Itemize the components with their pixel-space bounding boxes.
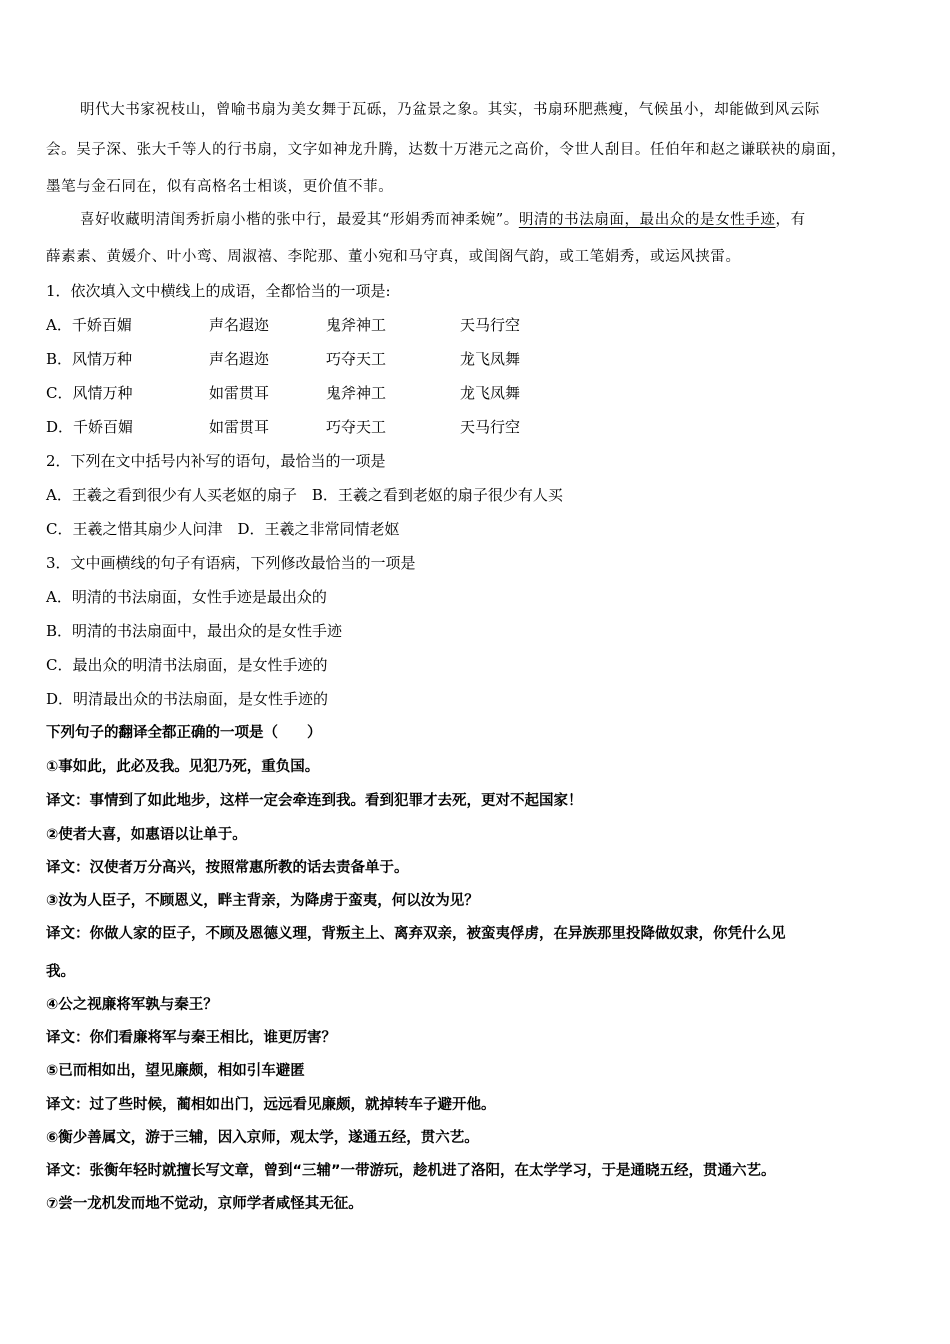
q1-option-d: D．千娇百媚 (46, 418, 134, 436)
q4-sentence-6: ⑥衡少善属文，游于三辅，因入京师，观太学，遂通五经，贯六艺。 (46, 1130, 479, 1146)
q1-option-d-col2: 如雷贯耳 (209, 418, 270, 436)
q1-option-b: B．风情万种 (46, 350, 133, 368)
q4-sentence-5: ⑤已而相如出，望见廉颇，相如引车避匿 (46, 1063, 305, 1079)
q1-option-a-col3: 鬼斧神工 (326, 316, 387, 334)
passage-p1-line3: 墨笔与金石同在，似有高格名士相谈，更价值不菲。 (46, 179, 394, 195)
q1-option-a-col2: 声名遐迩 (209, 316, 270, 334)
q1-stem: 1．依次填入文中横线上的成语，全都恰当的一项是: (46, 282, 391, 300)
q4-translation-3-line1: 译文：你做人家的臣子，不顾及恩德义理，背叛主上、离弃双亲，被蛮夷俘虏，在异族那里投降做奴隶，你凭什么见 (46, 926, 786, 942)
passage-p1-line2: 会。吴子深、张大千等人的行书扇，文字如神龙升腾，达数十万港元之高价，令世人刮目。任伯年和赵之谦联袂的扇面， (46, 142, 847, 158)
q1-option-c: C．风情万种 (46, 384, 133, 402)
q1-option-a: A．千娇百媚 (46, 316, 132, 334)
q3-option-d: D．明清最出众的书法扇面，是女性手迹的 (46, 690, 329, 708)
underlined-sentence: 明清的书法扇面，最出众的是女性手迹 (518, 212, 776, 228)
q1-option-d-col3: 巧夺天工 (326, 418, 387, 436)
q4-translation-3-line2: 我。 (46, 964, 75, 980)
q3-option-a: A．明清的书法扇面，女性手迹是最出众的 (46, 588, 327, 606)
q4-sentence-7: ⑦尝一龙机发而地不觉动，京师学者咸怪其无征。 (46, 1196, 363, 1212)
passage-p2-text-a: 喜好收藏明清闺秀折扇小楷的张中行，最爱其“形娟秀而神柔婉”。 (80, 212, 519, 228)
q3-option-b: B．明清的书法扇面中，最出众的是女性手迹 (46, 622, 343, 640)
q4-stem: 下列句子的翻译全都正确的一项是（ ） (46, 725, 322, 741)
passage-p2-line2: 薛素素、黄媛介、叶小鸾、周淑禧、李陀那、董小宛和马守真，或闺阁气韵，或工笔娟秀，或运风挟雷。 (46, 249, 741, 265)
q4-sentence-1: ①事如此，此必及我。见犯乃死，重负国。 (46, 759, 320, 775)
q1-option-c-col3: 鬼斧神工 (326, 384, 387, 402)
q1-option-b-col3: 巧夺天工 (326, 350, 387, 368)
passage-p1-line1: 明代大书家祝枝山，曾喻书扇为美女舞于瓦砾，乃盆景之象。其实，书扇环肥燕瘦，气候虽小，却能做到风云际 (80, 102, 820, 118)
q1-option-b-col2: 声名遐迩 (209, 350, 270, 368)
q1-option-d-col4: 天马行空 (460, 418, 521, 436)
q3-option-c: C．最出众的明清书法扇面，是女性手迹的 (46, 656, 328, 674)
q2-options-ab: A．王羲之看到很少有人买老妪的扇子 B．王羲之看到老妪的扇子很少有人买 (46, 486, 563, 504)
passage-p2-text-b: ，有 (775, 212, 806, 228)
q1-option-a-col4: 天马行空 (460, 316, 521, 334)
q4-translation-1: 译文：事情到了如此地步，这样一定会牵连到我。看到犯罪才去死，更对不起国家！ (46, 793, 583, 809)
q4-sentence-2: ②使者大喜，如惠语以让单于。 (46, 827, 247, 843)
q4-translation-4: 译文：你们看廉将军与秦王相比，谁更厉害？ (46, 1030, 336, 1046)
q1-option-c-col2: 如雷贯耳 (209, 384, 270, 402)
q2-options-cd: C．王羲之惜其扇少人问津 D．王羲之非常同情老妪 (46, 520, 400, 538)
q4-translation-5: 译文：过了些时候，蔺相如出门，远远看见廉颇，就掉转车子避开他。 (46, 1097, 496, 1113)
q1-option-b-col4: 龙飞凤舞 (460, 350, 521, 368)
q3-stem: 3．文中画横线的句子有语病，下列修改最恰当的一项是 (46, 554, 416, 572)
q4-sentence-3: ③汝为人臣子，不顾恩义，畔主背亲，为降虏于蛮夷，何以汝为见？ (46, 893, 479, 909)
q4-translation-2: 译文：汉使者万分高兴，按照常惠所教的话去责备单于。 (46, 860, 409, 876)
q2-stem: 2．下列在文中括号内补写的语句，最恰当的一项是 (46, 452, 386, 470)
q1-option-c-col4: 龙飞凤舞 (460, 384, 521, 402)
passage-p2-line1 (80, 210, 806, 230)
q4-sentence-4: ④公之视廉将军孰与秦王？ (46, 997, 218, 1013)
q4-translation-6: 译文：张衡年轻时就擅长写文章，曾到“三辅”一带游玩，趁机进了洛阳，在太学学习，于是通晓五经，贯通六艺。 (46, 1163, 776, 1179)
